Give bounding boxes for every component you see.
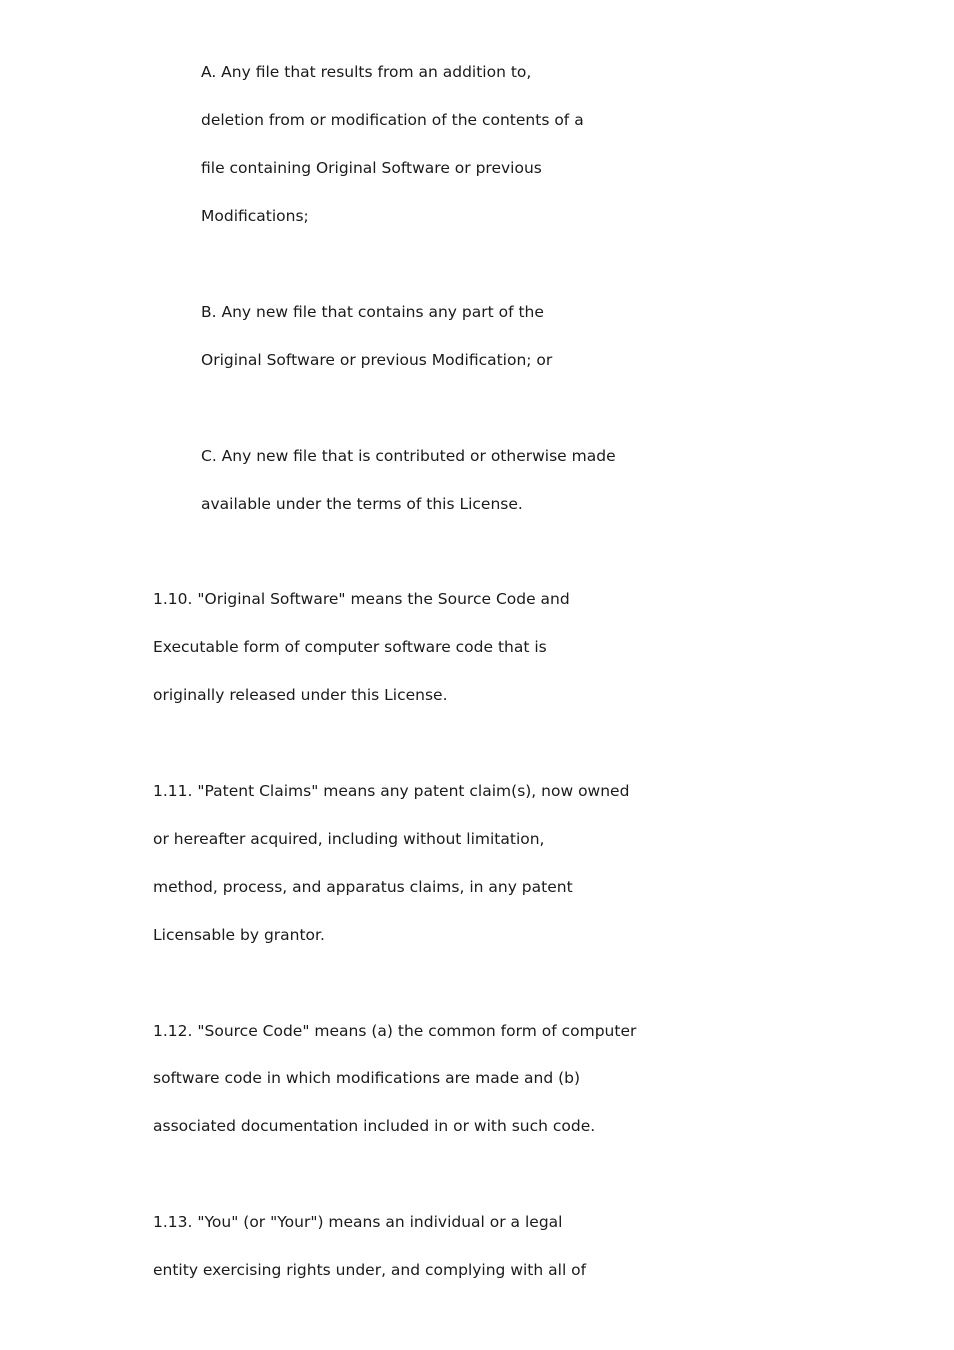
subitem-b-line-2: Original Software or previous Modification; or: [201, 351, 553, 369]
section-1-12-line-1: 1.12. "Source Code" means (a) the common form of computer: [153, 1022, 637, 1040]
section-1-11-line-1: 1.11. "Patent Claims" means any patent claim(s), now owned: [153, 782, 630, 800]
subitem-a-line-4: Modifications;: [201, 207, 309, 225]
subitem-c-line-1: C. Any new file that is contributed or otherwise made: [201, 447, 616, 465]
subitem-b-line-1: B. Any new file that contains any part of the: [201, 303, 544, 321]
section-1-12-line-2: software code in which modifications are made and (b): [153, 1069, 581, 1087]
subitem-a-line-1: A. Any file that results from an addition to,: [201, 63, 532, 81]
section-1-11-line-2: or hereafter acquired, including without limitation,: [153, 830, 545, 848]
section-1-10-line-2: Executable form of computer software code that is: [153, 638, 547, 656]
section-1-13-line-2: entity exercising rights under, and complying with all of: [153, 1261, 587, 1279]
section-1-10-line-3: originally released under this License.: [153, 686, 448, 704]
section-1-12-line-3: associated documentation included in or with such code.: [153, 1117, 596, 1135]
subitem-a-line-3: file containing Original Software or previous: [201, 159, 542, 177]
subitem-a-line-2: deletion from or modification of the contents of a: [201, 111, 584, 129]
section-1-11-line-3: method, process, and apparatus claims, in any patent: [153, 878, 573, 896]
section-1-11-line-4: Licensable by grantor.: [153, 926, 325, 944]
section-1-10-line-1: 1.10. "Original Software" means the Source Code and: [153, 590, 570, 608]
subitem-c-line-2: available under the terms of this License.: [201, 495, 523, 513]
section-1-13-line-1: 1.13. "You" (or "Your") means an individual or a legal: [153, 1213, 563, 1231]
